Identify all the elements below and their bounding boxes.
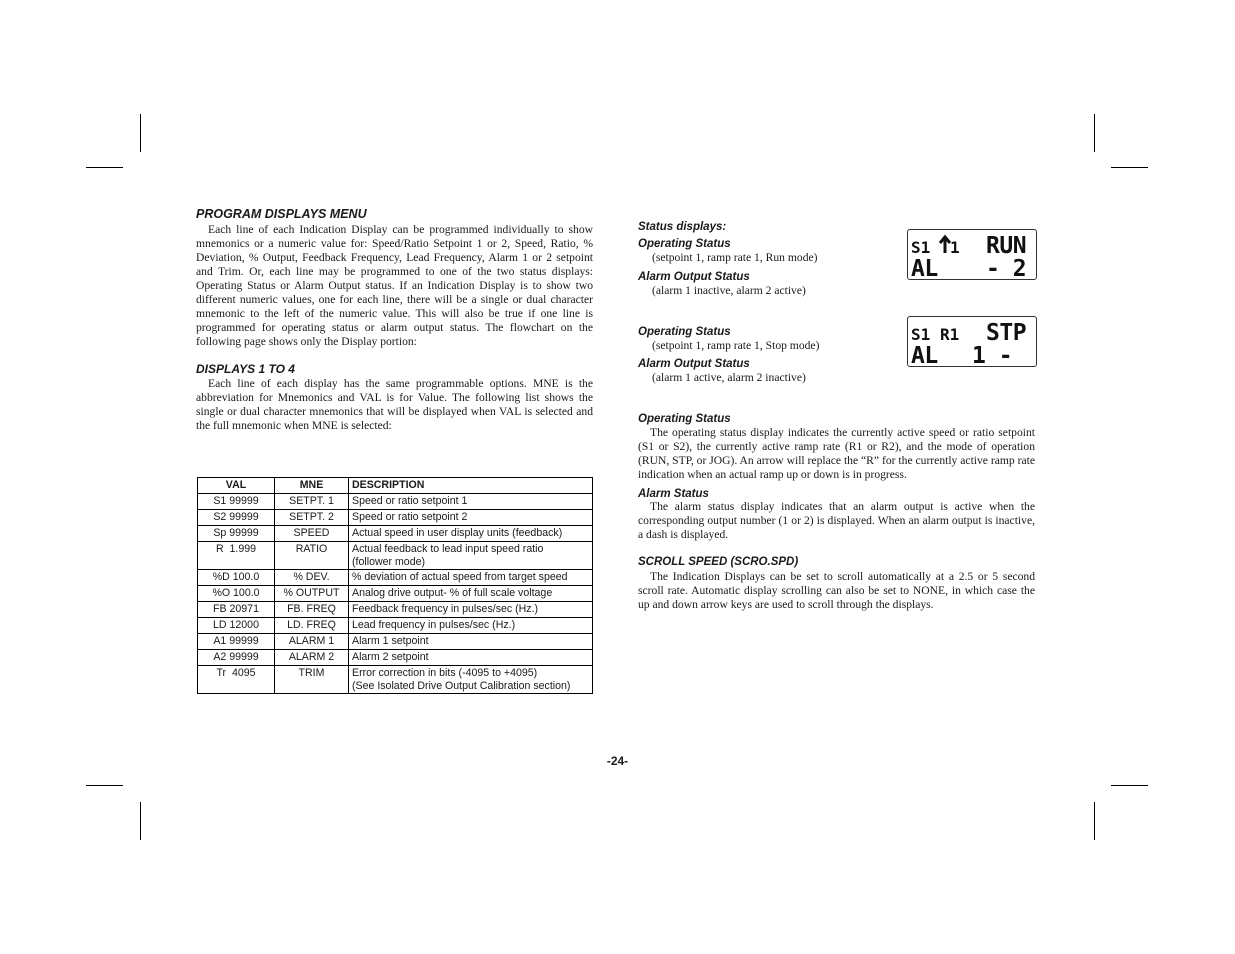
description-line: (follower mode): [352, 555, 426, 568]
table-row: [198, 586, 593, 602]
cell-mne: TRIM: [275, 666, 349, 694]
lcd-run-graphic: [908, 230, 1038, 281]
table-header-row: [198, 478, 593, 494]
cell-mne: ALARM 1: [275, 634, 349, 650]
displays-heading: DISPLAYS 1 TO 4: [196, 362, 295, 376]
cell-description: [349, 542, 593, 570]
ex1-alarm-status-note: (alarm 1 inactive, alarm 2 active): [652, 284, 806, 297]
lcd-stop-alarm-value: 1 -: [972, 343, 1013, 368]
ex2-operating-status-label: Operating Status: [638, 326, 731, 338]
cell-val: A1 99999: [198, 634, 275, 650]
ex1-alarm-status-label: Alarm Output Status: [638, 271, 750, 283]
lcd-stop-alarm-label: AL: [911, 343, 938, 368]
cell-description: Alarm 1 setpoint: [349, 634, 593, 650]
crop-mark: [1094, 802, 1095, 840]
table-row: [198, 494, 593, 510]
description-line: Error correction in bits (-4095 to +4095): [352, 667, 538, 679]
page-number: -24-: [606, 754, 629, 768]
lcd-stop-setpoint: S1: [911, 325, 931, 344]
crop-mark: [1111, 785, 1148, 786]
cell-val: R 1.999: [198, 542, 275, 570]
alarm-status-paragraph: The alarm status display indicates that an alarm output is active when the corresponding output number (1 or 2) is displayed. When an alarm output is inactive, a dash is displayed.: [638, 500, 1035, 541]
alarm-status-heading: Alarm Status: [638, 488, 709, 500]
ex2-alarm-status-label: Alarm Output Status: [638, 358, 750, 370]
cell-mne: ALARM 2: [275, 650, 349, 666]
header-description: DESCRIPTION: [349, 478, 593, 494]
scroll-speed-paragraph: The Indication Displays can be set to scroll automatically at a 2.5 or 5 second scroll rate. Automatic display scrolling can also be set to NONE, in which case the up and down arrow keys are used to scroll through the displays.: [638, 570, 1035, 611]
cell-description: Analog drive output- % of full scale voltage: [349, 586, 593, 602]
svg-text:1: 1: [950, 238, 960, 257]
operating-status-heading: Operating Status: [638, 413, 731, 425]
lcd-stop-ramp: R1: [940, 325, 960, 344]
description-line: Actual feedback to lead input speed ratio: [352, 543, 544, 555]
operating-status-paragraph: The operating status display indicates the currently active speed or ratio setpoint (S1 or S2), the currently active ramp rate (R1 or R2), and the mode of operation (RUN, STP, or JOG). An arrow will replace the “R” for the currently active ramp rate indication when an actual ramp up or down is in progress.: [638, 426, 1035, 481]
table-row: [198, 602, 593, 618]
cell-mne: % DEV.: [275, 570, 349, 586]
ex1-operating-status-note: (setpoint 1, ramp rate 1, Run mode): [652, 251, 818, 264]
cell-mne: % OUTPUT: [275, 586, 349, 602]
table-row: [198, 634, 593, 650]
header-val: VAL: [198, 478, 275, 494]
cell-mne: SPEED: [275, 526, 349, 542]
crop-mark: [1094, 114, 1095, 152]
crop-mark: [86, 785, 123, 786]
scroll-speed-heading: SCROLL SPEED (SCRO.SPD): [638, 556, 799, 568]
cell-description: Feedback frequency in pulses/sec (Hz.): [349, 602, 593, 618]
lcd-display-run: [907, 229, 1037, 280]
lcd-stop-graphic: [908, 317, 1038, 368]
cell-description: Lead frequency in pulses/sec (Hz.): [349, 618, 593, 634]
intro-paragraph: Each line of each Indication Display can be programmed individually to show mnemonics or a numeric value for: Speed/Ratio Setpoint 1 or 2, Speed, Ratio, % Deviation, % Output, Feedback Frequency, Lead Frequency, Alarm 1 or 2 setpoint and Trim. Or, each line may be programmed to one of the two status displays: Operating Status or Alarm Output status. If an Indication Display is to show two different numeric values, one for each line, there will be a single or dual character mnemonic to the left of the numeric value. This will also be true if one line is programmed for operating status or alarm output status. The flowchart on the following page shows only the Display portion:: [196, 223, 593, 348]
table-row: [198, 570, 593, 586]
lcd-stop-mode: STP: [986, 320, 1027, 346]
cell-val: %O 100.0: [198, 586, 275, 602]
cell-mne: RATIO: [275, 542, 349, 570]
crop-mark: [1111, 167, 1148, 168]
cell-description: Speed or ratio setpoint 1: [349, 494, 593, 510]
lcd-run-alarm-value: - 2: [986, 256, 1027, 281]
ramp-arrow-icon: [940, 237, 960, 257]
page-title: PROGRAM DISPLAYS MENU: [196, 207, 367, 221]
table-row: [198, 542, 593, 570]
crop-mark: [86, 167, 123, 168]
cell-mne: SETPT. 2: [275, 510, 349, 526]
cell-description: % deviation of actual speed from target speed: [349, 570, 593, 586]
cell-val: Sp 99999: [198, 526, 275, 542]
description-line: (See Isolated Drive Output Calibration section): [352, 679, 571, 692]
cell-val: S1 99999: [198, 494, 275, 510]
ex2-alarm-status-note: (alarm 1 active, alarm 2 inactive): [652, 371, 806, 384]
table-row: [198, 618, 593, 634]
ex1-operating-status-label: Operating Status: [638, 238, 731, 250]
lcd-run-mode: RUN: [986, 233, 1027, 259]
mnemonic-table: [197, 477, 593, 694]
table-row: [198, 666, 593, 694]
cell-val: FB 20971: [198, 602, 275, 618]
crop-mark: [140, 802, 141, 840]
cell-description: Alarm 2 setpoint: [349, 650, 593, 666]
cell-val: S2 99999: [198, 510, 275, 526]
status-displays-title: Status displays:: [638, 221, 727, 233]
crop-mark: [140, 114, 141, 152]
cell-val: LD 12000: [198, 618, 275, 634]
cell-mne: FB. FREQ: [275, 602, 349, 618]
lcd-display-stop: [907, 316, 1037, 367]
ex2-operating-status-note: (setpoint 1, ramp rate 1, Stop mode): [652, 339, 820, 352]
cell-val: Tr 4095: [198, 666, 275, 694]
cell-val: %D 100.0: [198, 570, 275, 586]
cell-mne: LD. FREQ: [275, 618, 349, 634]
table-row: [198, 650, 593, 666]
cell-description: [349, 666, 593, 694]
table-row: [198, 510, 593, 526]
cell-val: A2 99999: [198, 650, 275, 666]
cell-mne: SETPT. 1: [275, 494, 349, 510]
header-mne: MNE: [275, 478, 349, 494]
lcd-run-setpoint: S1: [911, 238, 931, 257]
cell-description: Actual speed in user display units (feedback): [349, 526, 593, 542]
cell-description: Speed or ratio setpoint 2: [349, 510, 593, 526]
lcd-run-alarm-label: AL: [911, 256, 938, 281]
displays-paragraph: Each line of each display has the same programmable options. MNE is the abbreviation for Mnemonics and VAL is for Value. The following list shows the single or dual character mnemonics that will be displayed when VAL is selected and the full mnemonic when MNE is selected:: [196, 377, 593, 432]
table-row: [198, 526, 593, 542]
